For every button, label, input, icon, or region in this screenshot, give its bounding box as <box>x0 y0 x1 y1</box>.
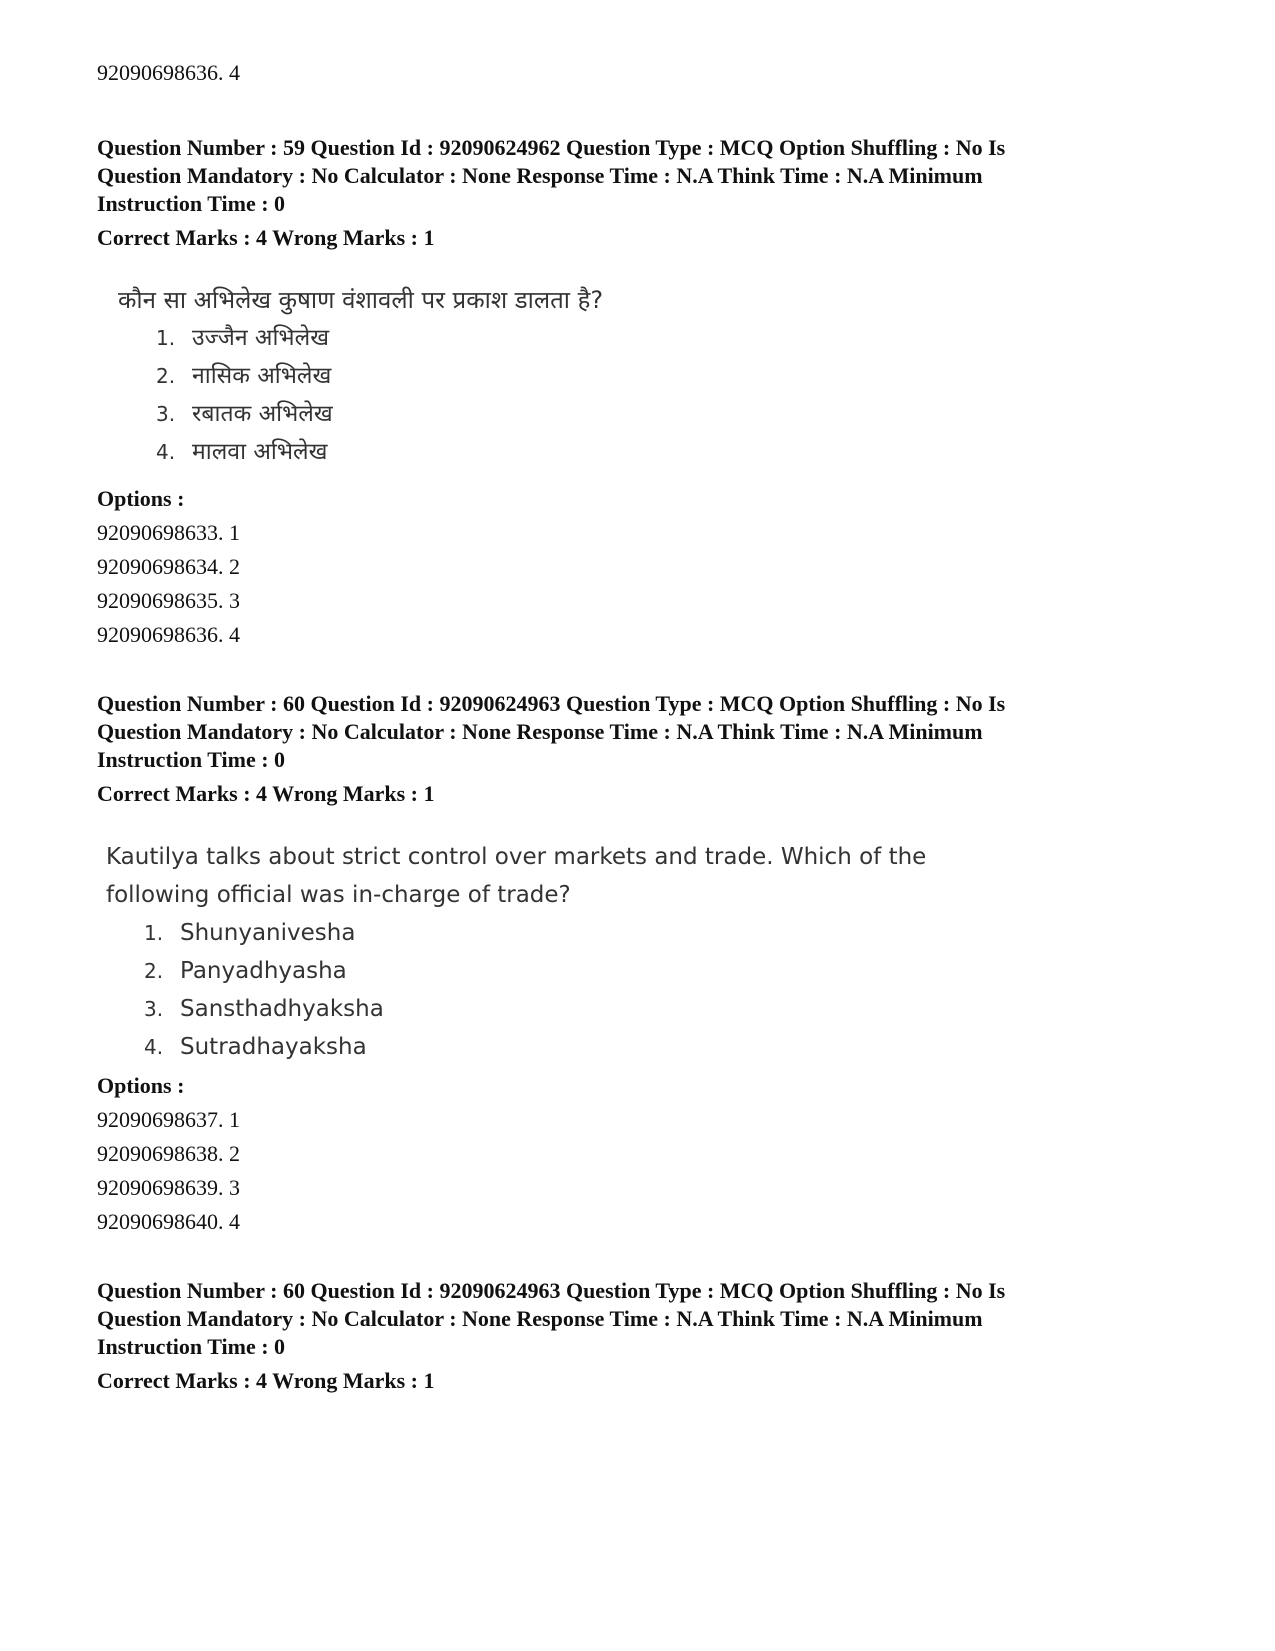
question-header-line: Instruction Time : 0 <box>97 191 286 216</box>
choice-item: 4. Sutradhayaksha <box>144 1034 367 1060</box>
choice-list <box>144 914 926 1066</box>
choice-item: 2. नासिक अभिलेख <box>156 363 332 389</box>
question-text: कौन सा अभिलेख कुषाण वंशावली पर प्रकाश डालता है? <box>118 286 604 314</box>
option-item: 92090698634. 2 <box>97 554 240 579</box>
previous-option-line: 92090698636. 4 <box>97 60 240 85</box>
question-59-header <box>97 134 1137 252</box>
question-text-line: Kautilya talks about strict control over markets and trade. Which of the <box>106 844 927 870</box>
option-item: 92090698640. 4 <box>97 1209 240 1234</box>
question-60-header <box>97 690 1137 808</box>
choice-item: 3. रबातक अभिलेख <box>156 401 333 427</box>
question-header-line: Question Mandatory : No Calculator : None Response Time : N.A Think Time : N.A Minimum <box>97 719 983 744</box>
question-60-body <box>106 838 926 1066</box>
choice-item: 2. Panyadhyasha <box>144 958 347 984</box>
options-list <box>97 516 240 652</box>
choice-item: 1. Shunyanivesha <box>144 920 356 946</box>
option-item: 92090698635. 3 <box>97 588 240 613</box>
marks-line: Correct Marks : 4 Wrong Marks : 1 <box>97 1368 435 1393</box>
choice-list <box>156 319 603 471</box>
options-title: Options : <box>97 486 185 511</box>
choice-item: 4. मालवा अभिलेख <box>156 439 328 465</box>
option-item: 92090698638. 2 <box>97 1141 240 1166</box>
choice-item: 3. Sansthadhyaksha <box>144 996 384 1022</box>
option-item: 92090698637. 1 <box>97 1107 240 1132</box>
question-header-line: Question Number : 60 Question Id : 92090624963 Question Type : MCQ Option Shuffling : No Is <box>97 1278 1006 1303</box>
question-60-options <box>97 1069 240 1239</box>
option-item: 92090698636. 4 <box>97 622 240 647</box>
question-header-line: Instruction Time : 0 <box>97 747 286 772</box>
marks-line: Correct Marks : 4 Wrong Marks : 1 <box>97 781 435 806</box>
question-header-line: Question Number : 59 Question Id : 92090624962 Question Type : MCQ Option Shuffling : No Is <box>97 135 1006 160</box>
question-header-line: Instruction Time : 0 <box>97 1334 286 1359</box>
marks-line: Correct Marks : 4 Wrong Marks : 1 <box>97 225 435 250</box>
question-59-body <box>118 281 603 471</box>
question-header-line: Question Mandatory : No Calculator : None Response Time : N.A Think Time : N.A Minimum <box>97 1306 983 1331</box>
choice-item: 1. उज्जैन अभिलेख <box>156 325 330 351</box>
option-item: 92090698633. 1 <box>97 520 240 545</box>
question-text-line: following official was in-charge of trade? <box>106 882 571 908</box>
options-list <box>97 1103 240 1239</box>
question-header-line: Question Number : 60 Question Id : 92090624963 Question Type : MCQ Option Shuffling : No Is <box>97 691 1006 716</box>
option-item: 92090698639. 3 <box>97 1175 240 1200</box>
options-title: Options : <box>97 1073 185 1098</box>
question-header-line: Question Mandatory : No Calculator : None Response Time : N.A Think Time : N.A Minimum <box>97 163 983 188</box>
question-59-options <box>97 482 240 652</box>
question-60-repeat-header <box>97 1277 1137 1395</box>
